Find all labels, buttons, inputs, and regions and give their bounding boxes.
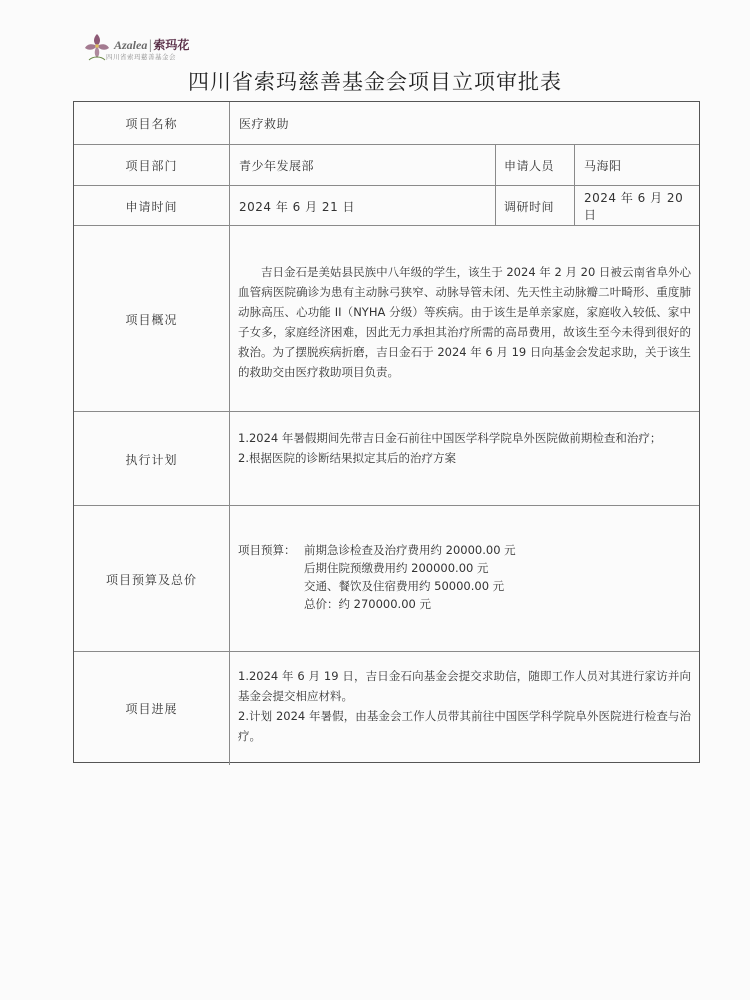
overview-text: 吉日金石是美姑县民族中八年级的学生，该生于 2024 年 2 月 20 日被云南省阜外心血管病医院确诊为患有主动脉弓狭窄、动脉导管未闭、先天性主动脉瓣二叶畸形、重度肺动脉高压、心功能 II（NYHA 分级）等疾病。由于该生是单亲家庭，家庭收入较低、家中子女多，家庭经济困难，因此无力承担其治疗所需的高昂费用，故该生至今未得到很好的救治。为了摆脱疾病折磨，吉日金石于 2024 年 6 月 19 日向基金会发起求助，关于该生的救助交由医疗救助项目负责。	[238, 265, 691, 379]
application-date-value: 2024 年 6 月 21 日	[230, 186, 496, 226]
logo-subtitle: 四川省索玛慈善基金会	[106, 53, 176, 61]
row-overview	[74, 225, 699, 412]
logo-chinese: 索玛花	[153, 38, 190, 52]
logo-separator: |	[148, 38, 153, 52]
project-name-label: 项目名称	[74, 102, 230, 144]
row-dates	[74, 185, 699, 226]
survey-date-value: 2024 年 6 月 20 日	[584, 191, 684, 222]
budget-item: 前期急诊检查及治疗费用约 20000.00 元	[304, 543, 516, 557]
foundation-logo	[80, 30, 200, 66]
progress-text-block	[238, 666, 691, 746]
progress-label: 项目进展	[74, 652, 230, 765]
budget-total: 总价：约 270000.00 元	[304, 597, 431, 611]
plan-text-block	[238, 428, 691, 468]
logo-wordmark	[114, 36, 189, 53]
survey-date-label: 调研时间	[496, 186, 575, 226]
approval-form-table	[73, 101, 700, 763]
applicant-label: 申请人员	[496, 145, 575, 186]
budget-item: 后期住院预缴费用约 200000.00 元	[304, 561, 489, 575]
department-label: 项目部门	[74, 145, 230, 186]
progress-item: 1.2024 年 6 月 19 日，吉日金石向基金会提交求助信，随即工作人员对其进行家访并向基金会提交相应材料。	[238, 669, 691, 703]
page-title: 四川省索玛慈善基金会项目立项审批表	[188, 70, 562, 94]
row-project-name	[74, 102, 699, 144]
logo-english: Azalea	[114, 38, 148, 52]
project-name-value: 医疗救助	[239, 116, 290, 131]
application-date-label: 申请时间	[74, 186, 230, 226]
budget-label: 项目预算及总价	[74, 506, 230, 652]
plan-label: 执行计划	[74, 412, 230, 506]
progress-cell	[230, 652, 699, 765]
budget-cell	[230, 506, 699, 652]
plan-item: 2.根据医院的诊断结果拟定其后的治疗方案	[238, 451, 456, 465]
row-progress	[74, 651, 699, 765]
row-department	[74, 144, 699, 186]
overview-text-block	[238, 262, 691, 382]
department-value: 青少年发展部	[230, 145, 496, 186]
overview-cell	[230, 226, 699, 412]
row-plan	[74, 411, 699, 506]
budget-prefix: 项目预算：	[238, 543, 296, 557]
plan-cell	[230, 412, 699, 506]
applicant-value: 马海阳	[584, 159, 622, 173]
progress-item: 2.计划 2024 年暑假，由基金会工作人员带其前往中国医学科学院阜外医院进行检查与治疗。	[238, 709, 691, 743]
overview-label: 项目概况	[74, 226, 230, 412]
plan-item: 1.2024 年暑假期间先带吉日金石前往中国医学科学院阜外医院做前期检查和治疗；	[238, 431, 662, 445]
row-budget	[74, 505, 699, 652]
budget-item: 交通、餐饮及住宿费用约 50000.00 元	[304, 579, 505, 593]
